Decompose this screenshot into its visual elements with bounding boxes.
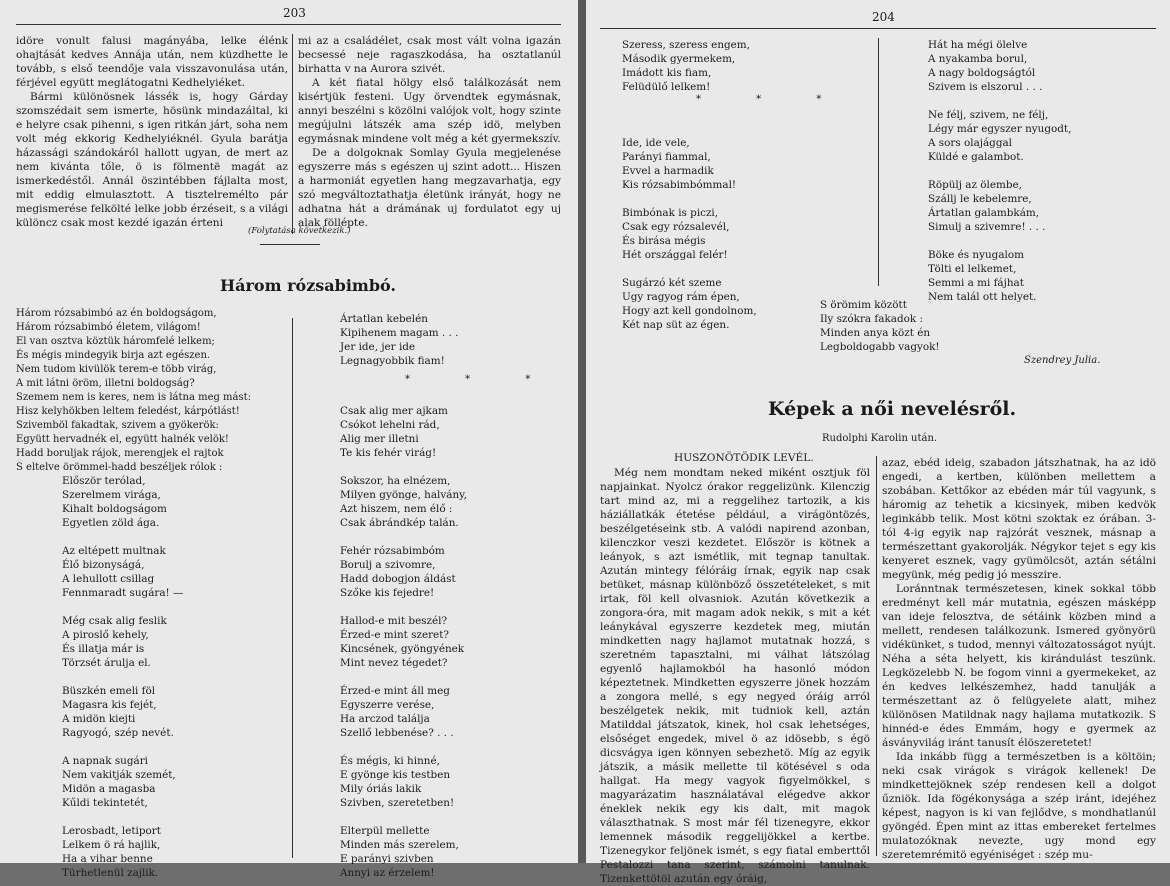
letter-heading: HUSZONÖTÖDIK LEVÉL. [674,452,814,464]
paragraph: idöre vonult falusi magányába, lelke élénk ohajtását kedves Annája után, nem küzdhette le tovább, s első teendője vala visszavonulása után, férjével együtt meglátogatni Kedhelyiéket. [16,35,288,89]
paragraph: Még nem mondtam neked miként osztjuk föl napjainkat. Nyolcz órakor reggelizünk. Kilenczig tart mind az, mi a reggelihez tartozik, a kis háziállatkák étetése például, a virágöntözés, beszélgetéseink stb. A valódi napirend azonban, kilenczkor veszi kezdetet. Először is kötnek a leányok, s azt ismétlik, mit tegnap tanultak. Azután mintegy félóráig írnak, egyik nap csak betüket, másnap különböző összetételeket, s mit irtak, föl kell olvasniok. Azután következik a zongora-óra, mit magam adok nekik, s mit a két leánykával egyszerre kezdetek meg, miután mindketten nagy hajlamot mutatnak hozzá, s szeretném tapasztalni, mi válhat látszólag egyenlő hajlamokból ha hasonló módon képeztetnek. Mindketten egyszerre jönek hozzám a zongora mellé, s egy negyed óráig arról beszélgetek nekik, mit tudniok kell, aztán Matilddal játszatok, kinek, hol csak lehetséges, elsőséget engedek, mivel ö az idösebb, s égö dicsvágya igen könnyen sebezhetö. Míg az egyik játszik, a másik mellette til kötésével s oda hallgat. Ha megy vagyok figyelmökkel, s magyarázatim használatával elégedve akkor éneklek nekik egy kis dalt, mit magok választhatnak. S most már fél tizenegyre, ekkor lemennek második reggelijökkel a kertbe. Tizenegykor feljönek ismét, s egy fiatal emberttől Pestalozzi tana szerint, számolni tanulnak. Tizenkettötöl azután egy óráig, [600,467,870,885]
poem-title: Három rózsabimbó. [220,276,396,295]
article-column-right [882,456,1156,862]
book-gutter [578,0,586,863]
column-rule [292,318,293,858]
poem-right-stanzas: Csak alig mer ajkam Csókot lehelni rád, Alig mer illetni Te kis fehér virág! Sokszor, ha elnézem, Milyen gyönge, halvány, Azt hiszem, nem élő : Csak ábrándkép talán. Fehér rózsabimbóm Borulj a szivomre, Hadd dobogjon áldást Szőke kis fejedre! Hallod-e mit beszél? Érzed-e mint szeret? Kincsének, gyöngyének Mint nevez tégedet? Érzed-e mint áll meg Egyszerre verése, Ha arczod találja Szellő lebbenése? . . . És mégis, ki hinné, E gyönge kis testben Mily óriás lakik Szivben, szeretetben! Elterpül mellette Minden más szerelem, E parányi szivben Annyi az érzelem! [340,405,467,879]
paragraph: Ida inkább függ a természetben is a költöin; neki csak virágok s virágok kellenek! De mindkettejöknek szép rendesen kell a dolgot űzniök. Ida fögékonysága a szép iránt, idejéhez képest, nagyon is ki van fejlődve, s mondhatlanúl gyöngéd. Épen mint az ittas embereket fertelmes mulatozóknak nevezte, ugy mond egy szeretemrémitö egyéniséget : szép mu- [882,751,1156,861]
article-column-left [600,466,870,886]
column-rule [878,38,879,286]
story-column-right [298,34,561,230]
stars-separator: * * * [405,374,557,385]
header-rule [600,28,1156,29]
page-204 [586,0,1170,885]
paragraph: mi az a családélet, csak most vált volna igazán becsessé neje ragaszkodása, ha osztatlanúl birhatta v na Aurora szivét. [298,35,561,75]
paragraph: azaz, ebéd ideig, szabadon játszhatnak, ha az idö engedi, a kertben, különben mellettem a szobában. Kettőkor az ebéden már túl vagyunk, s háromig az tehetik a kicsinyek, miben kedvök leginkább telik. Most kötni szoktak ez órában. 3-tól 4-ig egyik nap rajzórát vesznek, másnap a természettant gyakorolják. Négykor tejet s egy kis kenyeret esznek, vagy gyümölcsöt, aztán sétálni megyünk, még pedig jó messzire. [882,457,1156,581]
page-number: 204 [872,10,895,24]
paragraph: A két fiatal hölgy első találkozását nem kisértjük festeni. Ugy örvendtek egymásnak, annyi beszélni s közölni valójok volt, hogy szinte megújulni látszék ama szép idö, melyben egymásnak mindene volt még a két gyermekszív. [298,77,561,145]
poem-continued-col1: Szeress, szeress engem, Második gyermekem, Imádott kis fiam, Felüdülő lelkem! Ide, ide vele, Parányi fiammal, Evvel a harmadik Kis rózsabimbómmal! Bimbónak is piczi, Csak egy rózsalevél, És birása mégis Hét országgal felér! Sugárzó két szeme Ugy ragyog rám épen, Hogy azt kell gondolnom, Két nap süt az égen. [622,39,757,331]
column-rule [292,34,293,234]
page-number: 203 [283,6,306,20]
poem-signature: Szendrey Julia. [1024,355,1101,366]
stars-separator: * * * [696,94,848,105]
column-rule [876,456,877,856]
header-rule [16,24,561,25]
poem-left-stanzas: Először terólad, Szerelmem virága, Kihalt boldogságom Egyetlen zöld ága. Az eltépett multnak Élő bizonyságá, A lehullott csillag Fennmaradt sugára! — Még csak alig feslik A piroslő kehely, És illatja már is Törzsét árulja el. Büszkén emeli föl Magasra kis fejét, A midön kiejti Ragyogó, szép nevét. A napnak sugári Nem vakitják szemét, Midön a magasba Kűldi tekintetét, Lerosbadt, letiport Lelkem ö rá hajlik, Ha a vihar benne Türhetlenül zajlik. [62,475,184,879]
poem-right-stanza: Ártatlan kebelén Kipihenem magam . . . Jer ide, jer ide Legnagyobbik fiam! [340,313,459,367]
page-203 [0,0,578,879]
poem-stanza-intro: Három rózsabimbó az én boldogságom, Három rózsabimbó életem, világom! El van osztva köztük háromfelé lelkem; És mégis mindegyik birja azt egészen. Nem tudom kivülök terem-e több virág, A mit látni öröm, illetni boldogság? Szemem nem is keres, nem is látna meg mást: Hisz kelyhökben leltem feledést, kárpótlást! Szivemböl fakadtak, szivem a gyökerök: Együtt hervadnék el, együtt halnék velök! Hadd boruljak rájok, merengjek el rajtok S eltelve örömmel-hadd beszéljek rólok : [16,308,252,473]
paragraph: De a dolgoknak Somlay Gyula megjelenése egyszerre más s egészen uj szint adott... Hiszen a harmoniát egyetlen hang megzavarhatja, egy szó megváltoztathatja életünk irányát, hogy ne adhatna hát a drámának uj fordulatot egy uj alak föllépte. [298,147,561,229]
poem-continued-col2: Hát ha mégi ölelve A nyakamba borul, A nagy boldogságtól Szivem is elszorul . . . Ne félj, szivem, ne félj, Légy már egyszer nyugodt, A sors olajággal Küldé e galambot. Röpülj az ölembe, Szállj le kebelemre, Ártatlan galambkám, Simulj a szivemre! . . . Böke és nyugalom Tölti el lelkemet, Semmi a mi fájhat Nem talál ott helyet. [928,39,1072,303]
paragraph: Loránntnak természetesen, kinek sokkal több eredményt kell már mutatnia, egészen másképp van ideje felosztva, de sétáink közben mind a mellett, rendesen találkozunk. Ismered gyönyörü vidékünket, s tudod, mennyi változatosságot nyújt. Néha a séta helyett, kis kirándulást teszünk. Legközelebb N. be fogom vinni a gyermekeket, az én kedves lelkészemhez, hadd tanulják a természettant az ö felügyelete alatt, mihez különösen Matildnak nagy hajlama mutatkozik. S hinnéd-e édes Emmám, hogy e gyermek az ásványvilág iránt tanusít élöszeretetet! [882,583,1156,749]
paragraph: Bármi különösnek lássék is, hogy Gárday szomszédait sem ismerte, hösünk mindazáltal, ki e helyre csak pihenni, s igen ritkán járt, soha nem volt még ekkorig Kedhelyiéknél. Gyula barátja házassági szándokáról hallott ugyan, de mert az nem kivánta tőle, ö is fölmentë magát az ismerkedéstől. Annál öszintébben fájlalta most, mit eddig elmulasztott. A tisztelremélto pár megismerése felkölté lelke jobb érzéseit, s a világi különcz csak most kezdé igazán érteni [16,91,288,229]
continued-note: (Folytatása következik.) [248,226,351,236]
article-title: Képek a női nevelésről. [768,398,1017,420]
poem-ending: S örömim között Ily szókra fakadok : Minden anya közt én Legboldogabb vagyok! [820,299,940,353]
article-subtitle: Rudolphi Karolin után. [822,433,938,444]
section-rule [260,244,320,245]
story-column-left [16,34,288,230]
